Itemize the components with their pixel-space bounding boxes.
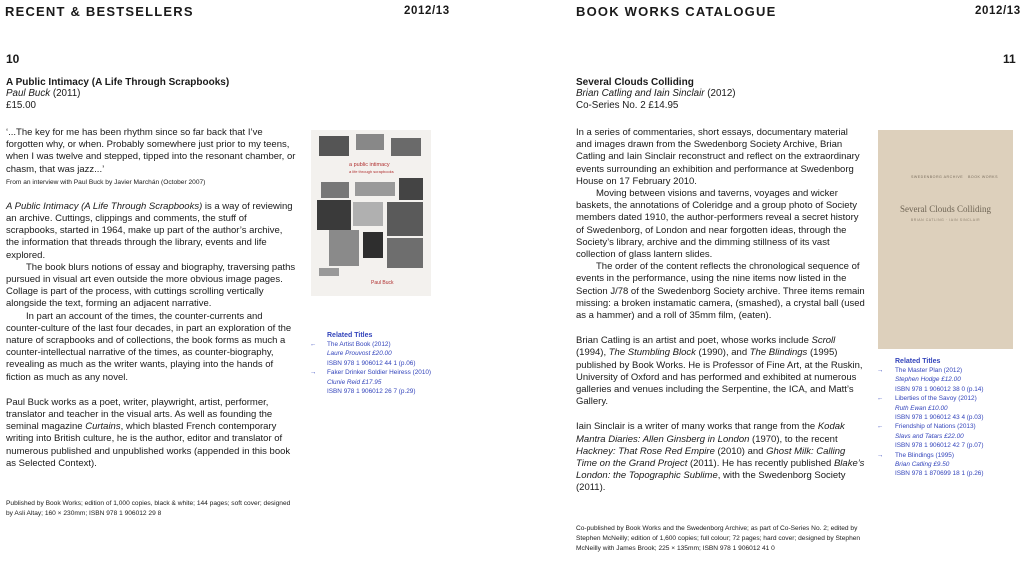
right-colophon: Co-published by Book Works and the Swedenborg Archive; as part of Co-Series No. 2; edited by Stephen McNeilly; edition of 1,600 copies; full colour; 72 pages; hard cover; designed by Stephen McNeilly with James Brook; 225 × 135mm; ISBN 978 1 906012 41 0: [576, 525, 861, 552]
left-book-heading: [6, 77, 296, 112]
left-p1-rest: is a way of reviewing an archive. Cuttings, clippings and comments, the stuff of scrapbooks, started in 1964, make up part of the author’s archive, the information that threads through the library, events and life explored.: [6, 200, 293, 261]
related-item[interactable]: [877, 451, 1022, 479]
left-book-title: A Public Intimacy (A Life Through Scrapbooks): [6, 77, 230, 88]
left-cover-subtitle: a life through scrapbooks: [349, 169, 394, 174]
right-p5-a: Iain Sinclair is a writer of many works that range from the: [576, 421, 818, 433]
related-price: £20.00: [370, 350, 392, 358]
related-title: The Master Plan (2012): [895, 367, 963, 374]
left-related-heading: Related Titles: [327, 332, 373, 339]
related-isbn: ISBN 978 1 906012 43 4 (p.03): [895, 414, 984, 422]
right-p5-e: , with the Swedenborg Society (2011).: [576, 470, 846, 494]
left-cover-title: a public intimacy: [349, 162, 390, 168]
related-title: Liberties of the Savoy (2012): [895, 395, 977, 403]
related-price: £10.00: [926, 404, 948, 412]
right-related-heading: Related Titles: [895, 358, 941, 365]
related-price: £9.50: [931, 461, 950, 469]
right-p5-i1: Kodak Mantra Diaries: Allen Ginsberg in London: [576, 421, 845, 445]
right-p4-i3: The Blindings: [749, 347, 808, 359]
related-title: Friendship of Nations (2013): [895, 423, 976, 431]
related-item[interactable]: [310, 368, 460, 396]
right-paragraph-4: [576, 335, 866, 408]
related-author: Clunie Reid: [327, 378, 361, 386]
arrow-left-icon: ←: [877, 395, 884, 403]
related-isbn: ISBN 978 1 870699 18 1 (p.26): [895, 470, 984, 478]
right-p5-i3: Ghost Milk: Calling Time on the Grand Project: [576, 445, 846, 470]
right-book-title: Several Clouds Colliding: [576, 77, 694, 88]
arrow-left-icon: ←: [310, 341, 317, 348]
left-cover-author: Paul Buck: [371, 280, 394, 286]
arrow-left-icon: ←: [877, 423, 884, 431]
right-book-year: (2012): [704, 88, 736, 99]
right-p4-i2: The Stumbling Block: [608, 347, 696, 359]
left-p4-b: , which blasted French contemporary writing into British culture, he is the author, editor and translator of numerous published and unpublished works (appended in this book as Selected Context).: [6, 421, 291, 469]
related-item[interactable]: [877, 394, 1022, 422]
right-p4-i1: Scroll: [811, 335, 836, 347]
related-item[interactable]: [877, 366, 1022, 394]
right-cover-title: Several Clouds Colliding: [900, 204, 991, 214]
left-related-titles: [310, 332, 460, 396]
left-quote-source: From an interview with Paul Buck by Javier Marchán (October 2007): [6, 178, 206, 186]
right-p4-a: Brian Catling is an artist and poet, whose works include: [576, 335, 812, 347]
right-book-cover: [878, 130, 1013, 349]
left-p1-italic: A Public Intimacy (A Life Through Scrapbooks): [6, 200, 203, 212]
related-author: Ruth Ewan: [895, 404, 927, 412]
right-paragraph-1: In a series of commentaries, short essays, documentary material and images drawn from the Swedenborg Society Archive, Brian Catling and Iain Sinclair reconstruct and reflect on the extraordinary events surrounding an exhibition and performance at Swedenborg House on 17 February 2010.: [576, 127, 860, 187]
right-body-text: [576, 127, 866, 495]
right-paragraph-2: Moving between visions and taverns, voyages and wicker baskets, the annotations of Coleridge and a group photo of Society members dated 1910, the author-performers reveal a secret history of Swedenborg, of London and near forgotten ideas, through the Society’s library, archive and the dimming stillness of its vast collection of glass lantern slides.: [576, 188, 859, 261]
left-book-cover: [311, 130, 431, 296]
related-item[interactable]: [310, 340, 460, 368]
right-p5-i4: Blake’s London: the Topographic Sublime: [576, 458, 865, 482]
right-header-year: 2012/13: [975, 5, 1021, 17]
related-price: £22.00: [942, 432, 964, 440]
right-related-titles: [877, 358, 1022, 479]
left-book-author: Paul Buck: [6, 88, 51, 99]
left-paragraph-3: In part an account of the times, the counter-currents and counter-culture of the last four decades, in part an exploration of the nature of scrapbooks and of collections, the book forms as much a counter-intellectual narrative of the times, as counter-biography, revealing as much as the writer wants, playing into the hands of fiction as much as any novel.: [6, 310, 292, 383]
left-paragraph-2: The book blurs notions of essay and biography, traversing paths pursued in visual art even outside the more obvious image pages. Collage is part of the process, with cuttings scrolling vertically alongside the text, forming an adjacent narrative.: [6, 261, 296, 310]
right-cover-subtitle: BRIAN CATLING · IAIN SINCLAIR: [910, 218, 981, 222]
left-header-title: RECENT & BESTSELLERS: [5, 4, 194, 19]
related-item[interactable]: [877, 422, 1022, 450]
related-isbn: ISBN 978 1 906012 26 7 (p.29): [327, 388, 416, 396]
left-body-text: [6, 127, 298, 470]
related-title: Faker Drinker Soldier Heiress (2010): [327, 369, 432, 377]
right-book-heading: [576, 77, 866, 112]
right-p5-i2: Hackney: That Rose Red Empire: [576, 445, 715, 457]
related-isbn: ISBN 978 1 906012 38 0 (p.14): [895, 385, 984, 393]
left-quote: ‘...The key for me has been rhythm since so far back that I’ve forgotten why, or when. Probably somewhere just prior to my teens, when I was twelve and stepped, tipped into the resonant chamber, or chasm, that was jazz...’: [6, 127, 296, 175]
right-p4-c: (1990), and: [695, 347, 750, 359]
arrow-right-icon: →: [877, 367, 884, 374]
left-colophon: Published by Book Works; edition of 1,000 copies, black & white; 144 pages; soft cover; designed by Asli Altay; 160 × 230mm; ISBN 978 1 906012 29 8: [6, 500, 291, 517]
right-cover-right-text: BOOK WORKS: [968, 175, 998, 179]
left-page-number: 10: [6, 52, 20, 66]
related-isbn: ISBN 978 1 906012 42 7 (p.07): [895, 442, 984, 450]
related-title: The Blindings (1995): [895, 451, 954, 459]
right-book-author: Brian Catling and Iain Sinclair: [576, 88, 705, 99]
left-book-price: £15.00: [6, 100, 36, 111]
left-cover-collage: [311, 130, 431, 296]
related-price: £17.95: [360, 378, 382, 386]
right-paragraph-5: [576, 421, 866, 494]
left-header-year: 2012/13: [404, 5, 450, 17]
right-header-title: BOOK WORKS CATALOGUE: [576, 4, 777, 19]
right-p4-b: (1994),: [576, 347, 609, 359]
related-author: Slavs and Tatars: [895, 432, 943, 440]
right-p5-b: (1970), to the recent: [749, 433, 838, 445]
right-p5-c: (2010) and: [714, 445, 767, 457]
related-author: Laure Prouvost: [327, 350, 371, 358]
related-price: £12.00: [939, 376, 961, 384]
left-paragraph-4: [6, 397, 298, 470]
related-title: The Artist Book (2012): [327, 341, 391, 348]
related-author: Brian Catling: [895, 461, 932, 469]
right-paragraph-3: The order of the content reflects the chronological sequence of events in the performance, using the nine items now listed in the Section J/78 of the Swedenborg Society archive. Three items remain missing: a broken instamatic camera, (smashed), a crystal ball (used as a hammer) and a roll of 35mm film, (eaten).: [576, 261, 865, 322]
right-p4-d: (1995) published by Book Works. He is Professor of Fine Art, at the Ruskin, University of Oxford and has performed and exhibited at numerous galleries and venues including the Serpentine, the ICA, and Matt’s Gallery.: [576, 347, 863, 408]
arrow-right-icon: →: [310, 369, 317, 377]
related-author: Stephen Hodge: [895, 376, 940, 384]
left-paragraph-1: [6, 201, 298, 262]
left-book-year: (2011): [50, 88, 81, 99]
related-isbn: ISBN 978 1 906012 44 1 (p.06): [327, 359, 416, 367]
arrow-right-icon: →: [877, 451, 884, 459]
left-p4-a: Paul Buck works as a poet, writer, playwright, artist, performer, translator and teacher in the visual arts. As well as founding the seminal magazine: [6, 396, 273, 433]
right-book-series: Co-Series No. 2 £14.95: [576, 100, 679, 111]
right-page-number: 11: [1003, 52, 1016, 66]
right-p5-d: (2011). He has recently published: [687, 458, 834, 470]
left-p4-italic: Curtains: [85, 421, 121, 433]
right-cover-left-text: SWEDENBORG ARCHIVE: [911, 175, 964, 179]
